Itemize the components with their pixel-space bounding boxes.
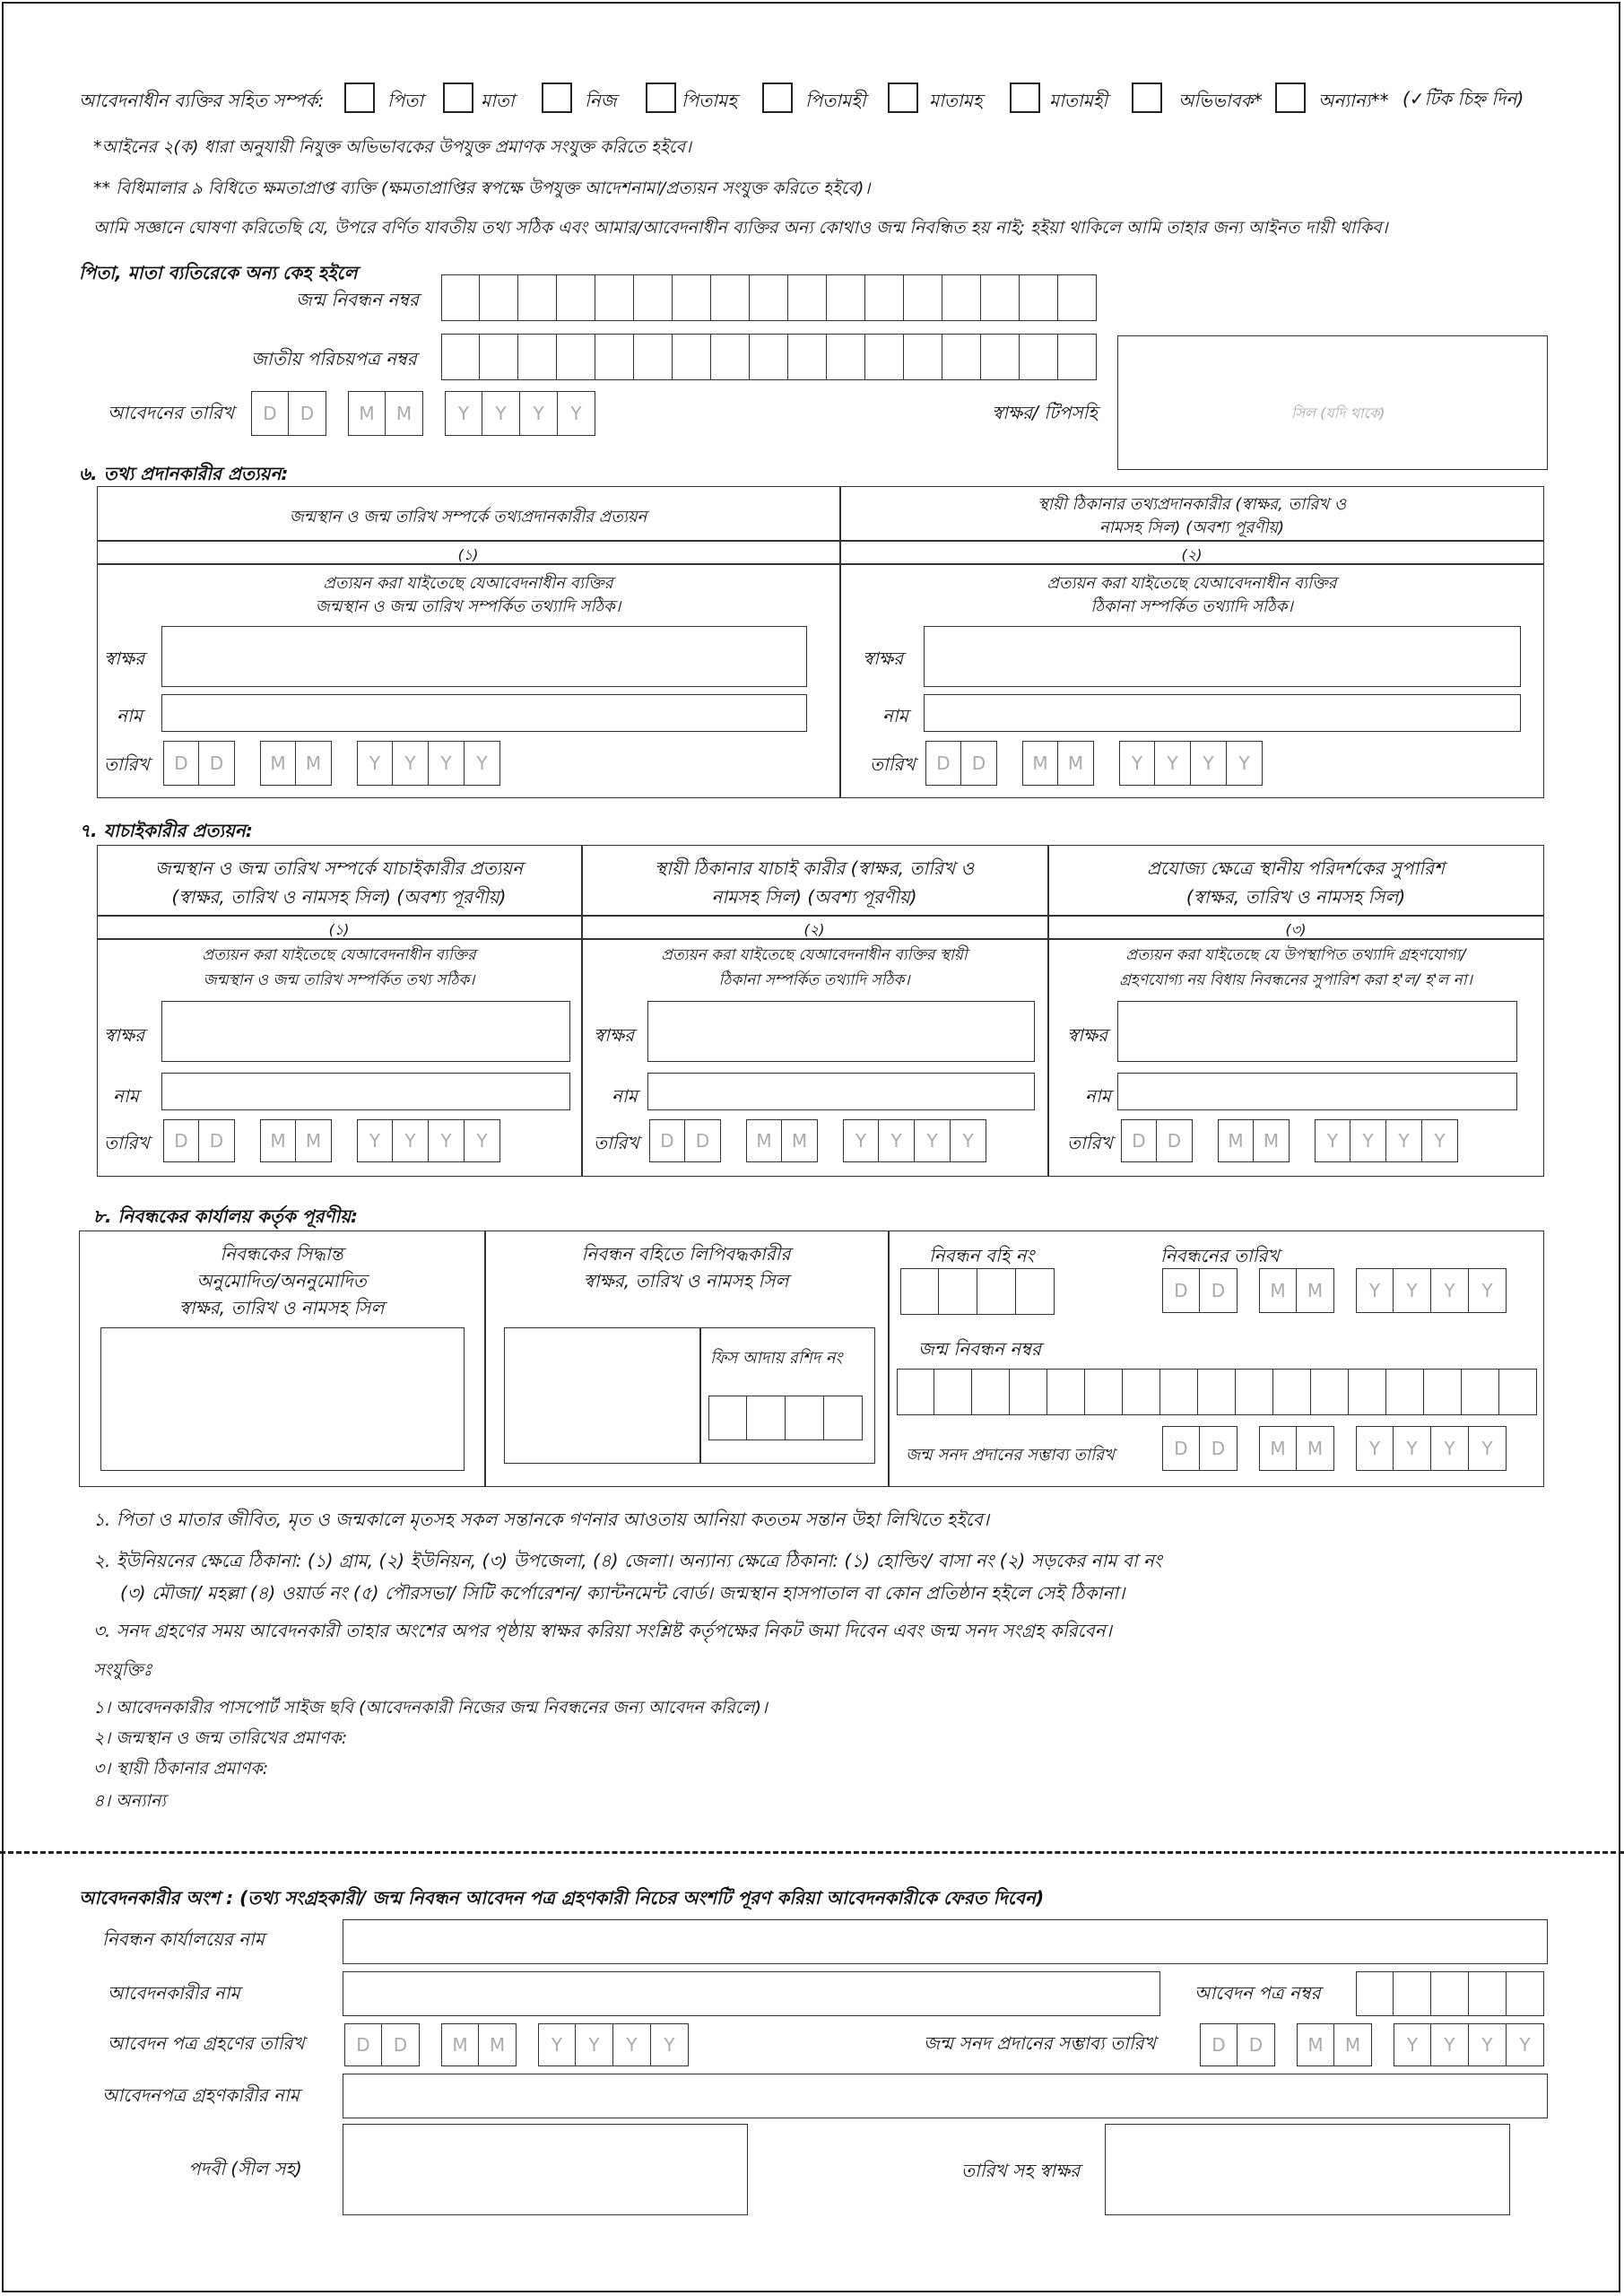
input-cell[interactable] — [441, 274, 480, 321]
date-y-cell[interactable]: Y — [1431, 1426, 1469, 1471]
date-y-cell[interactable]: Y — [1507, 2023, 1544, 2066]
s7-c3-title-1: প্রযোজ্য ক্ষেত্রে স্থানীয় পরিদর্শকের সুপারিশ — [1147, 857, 1445, 879]
birth-reg-number-field[interactable] — [441, 274, 1097, 321]
input-cell[interactable] — [904, 274, 942, 321]
s8-a1: নিবন্ধকের সিদ্ধান্ত — [220, 1243, 343, 1265]
date-d-group[interactable] — [1121, 1119, 1193, 1162]
section6-heading: ৬. তথ্য প্রদানকারীর প্রত্যয়ন: — [79, 463, 289, 484]
date-m-cell[interactable]: M — [1022, 741, 1058, 786]
s6-c1-sign-label: স্বাক্ষর — [104, 648, 145, 669]
s7-c2-text-2: ঠিকানা সম্পর্কিত তথ্যাদি সঠিক। — [718, 971, 910, 989]
instruction-3: ৩. সনদ গ্রহণের সময় আবেদনকারী তাহার অংশের অপর পৃষ্ঠায় স্বাক্ষর করিয়া সংশ্লিষ্ট কর্তৃপক্ষের নিকট জমা দিবেন এবং জন্ম সনদ সংগ্রহ করিবেন। — [93, 1620, 1112, 1641]
input-cell[interactable] — [518, 274, 557, 321]
input-cell[interactable] — [827, 274, 865, 321]
date-m-group[interactable] — [1259, 1268, 1334, 1313]
s7-c1-text-2: জন্মস্থান ও জন্ম তারিখ সম্পর্কিত তথ্য সঠিক। — [203, 971, 475, 989]
s6-num2: (২) — [1181, 546, 1203, 563]
date-d-cell[interactable]: D — [1157, 1119, 1193, 1162]
date-y-cell[interactable]: Y — [1119, 741, 1155, 786]
s6-col1-text-1: প্রত্যয়ন করা যাইতেছে যেআবেদনাধীন ব্যক্তির — [323, 574, 613, 593]
attachment-4: ৪। অন্যান্য — [93, 1791, 166, 1811]
s6-c1-date-label: তারিখ — [104, 753, 150, 775]
date-y-cell[interactable]: Y — [393, 1119, 429, 1162]
input-cell[interactable] — [711, 274, 750, 321]
relation-checkbox-9[interactable] — [1275, 83, 1306, 113]
s6-c2-date-label: তারিখ — [870, 753, 916, 775]
input-cell[interactable] — [1469, 1971, 1507, 2016]
input-cell[interactable] — [977, 1268, 1016, 1315]
s7-c1-date-label: তারিখ — [104, 1132, 150, 1153]
date-y-cell[interactable]: Y — [1469, 1426, 1507, 1471]
date-y-cell[interactable]: Y — [558, 391, 595, 436]
date-m-cell[interactable]: M — [479, 2023, 517, 2066]
office-name-field[interactable] — [343, 1919, 1548, 1964]
date-y-cell[interactable]: Y — [520, 391, 558, 436]
input-cell[interactable] — [557, 334, 595, 380]
s8-book-no-label: নিবন্ধন বহি নং — [929, 1245, 1035, 1266]
date-y-cell[interactable]: Y — [1386, 1119, 1422, 1162]
input-cell[interactable] — [827, 334, 865, 380]
s7-c3-date-label: তারিখ — [1067, 1132, 1113, 1153]
input-cell[interactable] — [750, 334, 788, 380]
section8-heading: ৮. নিবন্ধকের কার্যালয় কর্তৃক পূরণীয়: — [93, 1205, 359, 1227]
date-m-group[interactable] — [260, 741, 332, 786]
input-cell[interactable] — [557, 274, 595, 321]
birth-reg-label: জন্ম নিবন্ধন নম্বর — [296, 289, 420, 310]
s7-c1-title-1: জন্মস্থান ও জন্ম তারিখ সম্পর্কে যাচাইকারীর প্রত্যয়ন — [154, 857, 524, 879]
date-y-cell[interactable]: Y — [1356, 1426, 1394, 1471]
relation-option-label: পিতামহ — [682, 90, 737, 111]
date-d-cell[interactable]: D — [925, 741, 961, 786]
s6-col2-title-1: স্থায়ী ঠিকানার তথ্যপ্রদানকারীর (স্বাক্ষর, তারিখ ও — [1037, 495, 1347, 514]
s7-c3-text-2: গ্রহণযোগ্য নয় বিধায় নিবন্ধনের সুপারিশ করা হ'ল/ হ'ল না। — [1119, 971, 1472, 989]
relation-checkbox-3[interactable] — [542, 83, 572, 113]
s8-b1: নিবন্ধন বহিতে লিপিবদ্ধকারীর — [581, 1243, 791, 1265]
s7-c2-name-label: নাম — [612, 1085, 638, 1107]
date-m-cell[interactable]: M — [260, 741, 296, 786]
input-cell[interactable] — [673, 334, 711, 380]
s7-c2-text-1: প্রত্যয়ন করা যাইতেছে যেআবেদনাধীন ব্যক্তির স্থায়ী — [661, 946, 968, 964]
date-m-cell[interactable]: M — [1259, 1426, 1297, 1471]
input-cell[interactable] — [1349, 1369, 1386, 1415]
date-y-cell[interactable]: Y — [576, 2023, 613, 2066]
s7-c1-name-label: নাম — [113, 1085, 139, 1107]
input-cell[interactable] — [1386, 1369, 1424, 1415]
s8-reg-date-label: নিবন্ধনের তারিখ — [1160, 1245, 1280, 1266]
s6-c2-name-field[interactable] — [924, 694, 1521, 732]
applicant-name-field[interactable] — [343, 1971, 1160, 2016]
relation-checkbox-2[interactable] — [443, 83, 473, 113]
s6-c2-sign-box[interactable] — [924, 626, 1521, 687]
input-cell[interactable] — [1058, 334, 1097, 380]
s7-c1-text-1: প্রত্যয়ন করা যাইতেছে যেআবেদনাধীন ব্যক্তির — [202, 946, 476, 964]
date-m-group[interactable] — [441, 2023, 517, 2066]
date-y-cell[interactable]: Y — [651, 2023, 689, 2066]
receipt-heading: আবেদনকারীর অংশ : (তথ্য সংগ্রহকারী/ জন্ম নিবন্ধন আবেদন পত্র গ্রহণকারী নিচের অংশটি পূরণ করিয়া আবেদনকারীকে ফেরত দিবেন) — [79, 1887, 1045, 1909]
date-m-cell[interactable]: M — [1259, 1268, 1297, 1313]
input-cell[interactable] — [634, 334, 673, 380]
relation-option-label: নিজ — [585, 90, 617, 111]
s6-col2-text-1: প্রত্যয়ন করা যাইতেছে যেআবেদনাধীন ব্যক্তির — [1046, 574, 1337, 593]
input-cell[interactable] — [904, 334, 942, 380]
s6-col2-title-2: নামসহ সিল) (অবশ্য পূরণীয়) — [1099, 518, 1285, 537]
dated-sign-label: তারিখ সহ স্বাক্ষর — [961, 2160, 1081, 2181]
date-d-cell[interactable]: D — [199, 1119, 235, 1162]
date-y-cell[interactable]: Y — [393, 741, 429, 786]
relation-option-label: মাতা — [481, 90, 515, 111]
date-y-cell[interactable]: Y — [843, 1119, 879, 1162]
date-m-cell[interactable]: M — [1297, 2023, 1334, 2066]
date-y-group[interactable] — [357, 1119, 500, 1162]
date-y-cell[interactable]: Y — [465, 1119, 500, 1162]
application-number-label: আবেদন পত্র নম্বর — [1194, 1982, 1321, 2004]
input-cell[interactable] — [1356, 1971, 1394, 2016]
input-cell[interactable] — [1010, 1369, 1047, 1415]
attachment-2: ২। জন্মস্থান ও জন্ম তারিখের প্রমাণক: — [93, 1728, 348, 1748]
input-cell[interactable] — [934, 1369, 972, 1415]
attachments-label: সংযুক্তিঃ — [93, 1660, 152, 1680]
date-y-cell[interactable]: Y — [1422, 1119, 1458, 1162]
s8-book-no-field[interactable] — [900, 1268, 1055, 1315]
date-d-cell[interactable]: D — [1121, 1119, 1157, 1162]
date-d-cell[interactable]: D — [251, 391, 289, 436]
s6-c1-sign-box[interactable] — [161, 626, 807, 687]
seal-note: সিল (যদি থাকে) — [1291, 404, 1385, 422]
relation-checkbox-6[interactable] — [888, 83, 918, 113]
date-d-cell[interactable]: D — [1200, 2023, 1238, 2066]
designation-box[interactable] — [343, 2124, 748, 2215]
date-y-cell[interactable]: Y — [357, 741, 393, 786]
instruction-2b: (৩) মৌজা/ মহল্লা (৪) ওয়ার্ড নং (৫) পৌরসভা/ সিটি কর্পোরেশন/ ক্যান্টনমেন্ট বোর্ড। জন্মস্থান হাসপাতাল বা কোন প্রতিষ্ঠান হইলে সেই ঠিকানা। — [120, 1582, 1125, 1604]
date-y-cell[interactable]: Y — [1350, 1119, 1386, 1162]
input-cell[interactable] — [942, 334, 981, 380]
other-heading: পিতা, মাতা ব্যতিরেকে অন্য কেহ হইলে — [79, 262, 358, 283]
date-y-cell[interactable]: Y — [1394, 2023, 1431, 2066]
s6-col1-text-2: জন্মস্থান ও জন্ম তারিখ সম্পর্কিত তথ্যাদি সঠিক। — [315, 597, 621, 616]
input-cell[interactable] — [1020, 274, 1058, 321]
date-y-cell[interactable]: Y — [1315, 1119, 1350, 1162]
s8-fee-label: ফিস আদায় রশিদ নং — [710, 1349, 843, 1368]
date-d-group[interactable] — [1162, 1426, 1238, 1471]
date-d-cell[interactable]: D — [163, 741, 199, 786]
date-d-group[interactable] — [1162, 1268, 1238, 1313]
input-cell[interactable] — [1424, 1369, 1462, 1415]
s8-birth-reg-no-label: জন্ম নিবন্ধন নম্বর — [918, 1338, 1042, 1360]
s8-b2: স্বাক্ষর, তারিখ ও নামসহ সিল — [583, 1270, 789, 1292]
date-d-cell[interactable]: D — [961, 741, 997, 786]
date-y-cell[interactable]: Y — [613, 2023, 651, 2066]
relation-option-label: পিতা — [387, 90, 424, 111]
date-m-cell[interactable]: M — [296, 1119, 332, 1162]
input-cell[interactable] — [480, 334, 518, 380]
date-y-cell[interactable]: Y — [1191, 741, 1227, 786]
input-cell[interactable] — [750, 274, 788, 321]
input-cell[interactable] — [673, 274, 711, 321]
relation-option-label: মাতামহ — [929, 90, 983, 111]
date-d-cell[interactable]: D — [685, 1119, 721, 1162]
receiver-name-field[interactable] — [343, 2074, 1548, 2118]
s6-c2-name-label: নাম — [882, 705, 908, 726]
input-cell[interactable] — [634, 274, 673, 321]
cert-date-label: জন্ম সনদ প্রদানের সম্ভাব্য তারিখ — [924, 2032, 1156, 2054]
s8-cert-date-label: জন্ম সনদ প্রদানের সম্ভাব্য তারিখ — [906, 1446, 1115, 1465]
date-d-cell[interactable]: D — [1162, 1268, 1200, 1313]
date-m-cell[interactable]: M — [260, 1119, 296, 1162]
relation-option-label: মাতামহী — [1049, 90, 1108, 111]
relation-checkbox-7[interactable] — [1010, 83, 1040, 113]
input-cell[interactable] — [595, 274, 634, 321]
s6-c1-name-field[interactable] — [161, 694, 807, 732]
s8-birth-reg-no-field[interactable] — [897, 1369, 1537, 1415]
date-m-group[interactable] — [1218, 1119, 1290, 1162]
applicant-name-label: আবেদনকারীর নাম — [108, 1982, 240, 2004]
signature-label: স্বাক্ষর/ টিপসহি — [992, 402, 1098, 423]
input-cell[interactable] — [1198, 1369, 1236, 1415]
date-m-cell[interactable]: M — [1058, 741, 1094, 786]
input-cell[interactable] — [441, 334, 480, 380]
input-cell[interactable] — [711, 334, 750, 380]
declaration: আমি সজ্ঞানে ঘোষণা করিতেছি যে, উপরে বর্ণিত যাবতীয় তথ্য সঠিক এবং আমার/আবেদনাধীন ব্যক্তির অন্য কোথাও জন্ম নিবন্ধিত হয় নাই; হইয়া থাকিলে আমি তাহার জন্য আইনত দায়ী থাকিব। — [93, 218, 1388, 238]
input-cell[interactable] — [747, 1396, 786, 1440]
relation-checkbox-8[interactable] — [1132, 83, 1162, 113]
s7-c3-name-label: নাম — [1085, 1085, 1111, 1107]
date-y-cell[interactable]: Y — [1394, 1268, 1431, 1313]
date-m-cell[interactable]: M — [441, 2023, 479, 2066]
office-name-label: নিবন্ধন কার্যালয়ের নাম — [102, 1928, 265, 1950]
instruction-1: ১. পিতা ও মাতার জীবিত, মৃত ও জন্মকালে মৃতসহ সকল সন্তানকে গণনার আওতায় আনিয়া কততম সন্তান উহা লিখিতে হইবে। — [93, 1509, 990, 1530]
date-y-group[interactable] — [1356, 1268, 1507, 1313]
date-d-cell[interactable]: D — [199, 741, 235, 786]
input-cell[interactable] — [981, 334, 1020, 380]
s7-c2-sign-box[interactable] — [647, 1001, 1035, 1062]
s7-c2-sign-label: স্বাক্ষর — [594, 1024, 635, 1046]
date-d-group[interactable] — [163, 1119, 235, 1162]
date-y-group[interactable] — [357, 741, 500, 786]
input-cell[interactable] — [1311, 1369, 1349, 1415]
date-y-cell[interactable]: Y — [1469, 2023, 1507, 2066]
date-y-cell[interactable]: Y — [465, 741, 500, 786]
date-d-group[interactable] — [925, 741, 997, 786]
input-cell[interactable] — [786, 1396, 824, 1440]
date-m-cell[interactable]: M — [1297, 1426, 1334, 1471]
date-m-cell[interactable]: M — [746, 1119, 782, 1162]
s7-c3-sign-label: স্বাক্ষর — [1067, 1024, 1108, 1046]
date-m-cell[interactable]: M — [1254, 1119, 1290, 1162]
s7-c3-text-1: প্রত্যয়ন করা যাইতেছে যে উপস্থাপিত তথ্যাদি গ্রহণযোগ্য/ — [1125, 946, 1466, 964]
designation-label: পদবী (সীল সহ) — [188, 2158, 302, 2179]
s6-col2-text-2: ঠিকানা সম্পর্কিত তথ্যাদি সঠিক। — [1090, 597, 1293, 616]
date-y-group[interactable] — [1119, 741, 1263, 786]
note-guardian: *আইনের ২(ক) ধারা অনুযায়ী নিযুক্ত অভিভাবকের উপযুক্ত প্রমাণক সংযুক্ত করিতে হইবে। — [93, 137, 691, 157]
tick-note: (✓টিক চিহ্ন দিন) — [1403, 88, 1524, 109]
s6-c1-name-label: নাম — [117, 705, 143, 726]
receive-date-label: আবেদন পত্র গ্রহণের তারিখ — [108, 2032, 305, 2054]
section7-heading: ৭. যাচাইকারীর প্রত্যয়ন: — [79, 820, 253, 841]
s7-num3: (৩) — [1285, 921, 1307, 938]
date-m-cell[interactable]: M — [1218, 1119, 1254, 1162]
date-m-group[interactable] — [348, 391, 423, 436]
relation-checkbox-1[interactable] — [344, 83, 375, 113]
s7-c2-title-2: নামসহ সিল) (অবশ্য পূরণীয়) — [711, 886, 917, 908]
dated-sign-box[interactable] — [1105, 2124, 1510, 2215]
date-y-cell[interactable]: Y — [1431, 1268, 1469, 1313]
date-y-cell[interactable]: Y — [538, 2023, 576, 2066]
date-y-group[interactable] — [538, 2023, 689, 2066]
input-cell[interactable] — [1462, 1369, 1499, 1415]
date-d-cell[interactable]: D — [1162, 1426, 1200, 1471]
input-cell[interactable] — [981, 274, 1020, 321]
input-cell[interactable] — [1499, 1369, 1537, 1415]
input-cell[interactable] — [1236, 1369, 1273, 1415]
s8-a3: স্বাক্ষর, তারিখ ও নামসহ সিল — [178, 1297, 385, 1318]
input-cell[interactable] — [824, 1396, 863, 1440]
date-y-cell[interactable]: Y — [482, 391, 520, 436]
date-d-cell[interactable]: D — [163, 1119, 199, 1162]
input-cell[interactable] — [900, 1268, 939, 1315]
input-cell[interactable] — [939, 1268, 977, 1315]
input-cell[interactable] — [1394, 1971, 1431, 2016]
application-date-label: আবেদনের তারিখ — [108, 402, 235, 423]
input-cell[interactable] — [897, 1369, 934, 1415]
relation-checkbox-5[interactable] — [762, 83, 793, 113]
date-y-cell[interactable]: Y — [1431, 2023, 1469, 2066]
date-y-cell[interactable]: Y — [445, 391, 482, 436]
date-m-group[interactable] — [1022, 741, 1094, 786]
date-y-cell[interactable]: Y — [1227, 741, 1263, 786]
nid-label: জাতীয় পরিচয়পত্র নম্বর — [251, 348, 417, 370]
input-cell[interactable] — [865, 274, 904, 321]
date-y-group[interactable] — [1315, 1119, 1458, 1162]
input-cell[interactable] — [595, 334, 634, 380]
relation-option-label: পিতামহী — [805, 90, 866, 111]
s7-c2-title-1: স্থায়ী ঠিকানার যাচাই কারীর (স্বাক্ষর, তারিখ ও — [654, 857, 975, 879]
s8-fee-receipt-field[interactable] — [708, 1396, 863, 1440]
date-y-cell[interactable]: Y — [1356, 1268, 1394, 1313]
date-m-group[interactable] — [260, 1119, 332, 1162]
s8-decision-box[interactable] — [100, 1327, 465, 1471]
date-y-cell[interactable]: Y — [915, 1119, 951, 1162]
nid-number-field[interactable] — [441, 334, 1097, 380]
attachment-3: ৩। স্থায়ী ঠিকানার প্রমাণক: — [93, 1759, 269, 1779]
input-cell[interactable] — [1085, 1369, 1123, 1415]
date-d-cell[interactable]: D — [289, 391, 326, 436]
input-cell[interactable] — [972, 1369, 1010, 1415]
s6-c2-sign-label: স্বাক্ষর — [863, 648, 904, 669]
date-y-group[interactable] — [1394, 2023, 1544, 2066]
date-d-group[interactable] — [163, 741, 235, 786]
input-cell[interactable] — [1160, 1369, 1198, 1415]
date-d-cell[interactable]: D — [1238, 2023, 1275, 2066]
date-m-cell[interactable]: M — [296, 741, 332, 786]
date-m-cell[interactable]: M — [1334, 2023, 1372, 2066]
date-m-group[interactable] — [1259, 1426, 1334, 1471]
s8-a2: অনুমোদিত/অননুমোদিত — [196, 1270, 367, 1292]
date-d-cell[interactable]: D — [382, 2023, 420, 2066]
s7-num1: (১) — [328, 921, 350, 938]
date-y-cell[interactable]: Y — [1469, 1268, 1507, 1313]
date-d-group[interactable] — [344, 2023, 420, 2066]
date-y-cell[interactable]: Y — [357, 1119, 393, 1162]
receiver-name-label: আবেদনপত্র গ্রহণকারীর নাম — [102, 2084, 300, 2106]
relation-option-label: অভিভাবক* — [1178, 90, 1263, 111]
s7-c2-date-label: তারিখ — [594, 1132, 639, 1153]
s7-num2: (২) — [803, 921, 825, 938]
input-cell[interactable] — [942, 274, 981, 321]
input-cell[interactable] — [1507, 1971, 1544, 2016]
date-d-cell[interactable]: D — [344, 2023, 382, 2066]
input-cell[interactable] — [865, 334, 904, 380]
s7-c3-name-field[interactable] — [1117, 1073, 1517, 1110]
date-d-cell[interactable]: D — [1200, 1268, 1238, 1313]
s7-c1-title-2: (স্বাক্ষর, তারিখ ও নামসহ সিল) (অবশ্য পূরণীয়) — [171, 886, 507, 908]
s6-col1-title: জন্মস্থান ও জন্ম তারিখ সম্পর্কে তথ্যপ্রদানকারীর প্রত্যয়ন — [289, 508, 647, 526]
input-cell[interactable] — [1123, 1369, 1160, 1415]
input-cell[interactable] — [788, 334, 827, 380]
date-y-group[interactable] — [1356, 1426, 1507, 1471]
input-cell[interactable] — [1016, 1268, 1055, 1315]
date-d-cell[interactable]: D — [1200, 1426, 1238, 1471]
date-d-cell[interactable]: D — [649, 1119, 685, 1162]
date-y-cell[interactable]: Y — [951, 1119, 986, 1162]
input-cell[interactable] — [1273, 1369, 1311, 1415]
relation-checkbox-4[interactable] — [646, 83, 676, 113]
date-y-group[interactable] — [843, 1119, 986, 1162]
date-y-cell[interactable]: Y — [1155, 741, 1191, 786]
instruction-2a: ২. ইউনিয়নের ক্ষেত্রে ঠিকানা: (১) গ্রাম, (২) ইউনিয়ন, (৩) উপজেলা, (৪) জেলা। অন্যান্য ক্ষেত্রে ঠিকানা: (১) হোল্ডিং/ বাসা নং (২) সড়কের নাম বা নং — [93, 1550, 1162, 1571]
date-d-group[interactable] — [251, 391, 326, 436]
date-m-cell[interactable]: M — [1297, 1268, 1334, 1313]
s7-c1-sign-box[interactable] — [161, 1001, 570, 1062]
date-m-group[interactable] — [746, 1119, 818, 1162]
date-m-cell[interactable]: M — [782, 1119, 818, 1162]
input-cell[interactable] — [480, 274, 518, 321]
s7-c3-title-2: (স্বাক্ষর, তারিখ ও নামসহ সিল) — [1185, 886, 1406, 908]
s7-c1-sign-label: স্বাক্ষর — [104, 1024, 145, 1046]
input-cell[interactable] — [788, 274, 827, 321]
input-cell[interactable] — [1047, 1369, 1085, 1415]
date-m-group[interactable] — [1297, 2023, 1372, 2066]
s7-c3-sign-box[interactable] — [1117, 1001, 1517, 1062]
input-cell[interactable] — [518, 334, 557, 380]
date-m-cell[interactable]: M — [348, 391, 386, 436]
s7-c1-name-field[interactable] — [161, 1073, 570, 1110]
date-y-cell[interactable]: Y — [429, 741, 465, 786]
cut-line — [0, 1851, 1624, 1854]
date-y-group[interactable] — [445, 391, 595, 436]
note-authorized: ** বিধিমালার ৯ বিধিতে ক্ষমতাপ্রাপ্ত ব্যক্তি (ক্ষমতাপ্রাপ্তির স্বপক্ষে উপযুক্ত আদেশনামা/প্রত্যয়ন সংযুক্ত করিতে হইবে)। — [93, 178, 871, 198]
input-cell[interactable] — [1020, 334, 1058, 380]
input-cell[interactable] — [1058, 274, 1097, 321]
input-cell[interactable] — [708, 1396, 747, 1440]
date-m-cell[interactable]: M — [386, 391, 423, 436]
application-number-field[interactable] — [1356, 1971, 1544, 2016]
date-d-group[interactable] — [649, 1119, 721, 1162]
input-cell[interactable] — [1431, 1971, 1469, 2016]
date-y-cell[interactable]: Y — [879, 1119, 915, 1162]
date-d-group[interactable] — [1200, 2023, 1275, 2066]
date-y-cell[interactable]: Y — [429, 1119, 465, 1162]
date-y-cell[interactable]: Y — [1394, 1426, 1431, 1471]
relation-label: আবেদনাধীন ব্যক্তির সহিত সম্পর্ক: — [79, 90, 325, 111]
s6-num1: (১) — [457, 546, 479, 563]
s7-c2-name-field[interactable] — [647, 1073, 1035, 1110]
attachment-1: ১। আবেদনকারীর পাসপোর্ট সাইজ ছবি (আবেদনকারী নিজের জন্ম নিবন্ধনের জন্য আবেদন করিলে)। — [93, 1698, 768, 1718]
relation-option-label: অন্যান্য** — [1318, 90, 1389, 111]
